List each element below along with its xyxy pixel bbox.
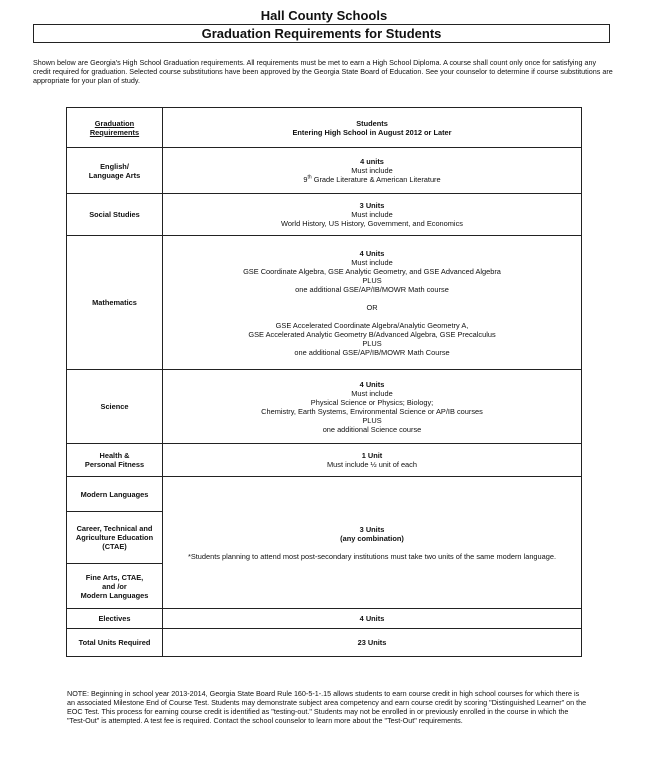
fine-arts-label-line1: Fine Arts, CTAE, [85,572,144,582]
math-plus1: PLUS [362,275,382,285]
electives-units: 4 Units [163,609,582,629]
math-units: 4 Units [359,248,385,258]
ctae-label-line2: Agriculture Education [75,533,154,542]
table-row [67,629,582,657]
electives-label: Electives [67,609,163,629]
header-right-line2: Entering High School in August 2012 or Later [292,127,452,137]
health-must: Must include ½ unit of each [327,460,417,469]
header-left-line1: Graduation [94,118,135,128]
mathematics-label: Mathematics [67,236,163,370]
math-line3: GSE Accelerated Coordinate Algebra/Analytic Geometry A, [275,320,469,330]
header-right-line1: Students [356,118,388,128]
health-label-line2: Personal Fitness [84,460,145,469]
table-row [67,236,582,370]
document-title: Graduation Requirements for Students [33,24,610,43]
science-line2: Chemistry, Earth Systems, Environmental Science or AP/IB courses [261,406,483,416]
science-line3: one additional Science course [322,424,422,434]
table-row [67,477,582,512]
header-right-cell [163,108,582,148]
english-units: 4 units [360,157,384,166]
fine-arts-label [67,564,163,609]
science-label: Science [67,370,163,444]
math-line4: GSE Accelerated Analytic Geometry B/Advanced Algebra, GSE Precalculus [248,329,496,339]
fine-arts-label-line3: Modern Languages [80,590,149,600]
intro-paragraph: Shown below are Georgia's High School Graduation requirements. All requirements must be met to earn a High School Diploma. A course shall count only once for satisfying any credit required for graduation. Selected course substitutions have been approved by the Georgia State Board of Education. See your counselor to determine if course substitutions are appropriate for your plan of study. [33,58,613,85]
table-row [67,148,582,194]
fine-arts-label-line2: and /or [102,581,127,591]
health-units: 1 Unit [361,451,383,460]
health-label [67,444,163,477]
english-label [67,148,163,194]
ctae-label-line3: (CTAE) [102,542,127,551]
english-label-line1: English/ [100,161,129,171]
social-courses: World History, US History, Government, and Economics [281,219,463,228]
table-row [67,609,582,629]
combined-electives-detail [163,477,582,609]
health-label-line1: Health & [99,451,130,460]
math-line5: one additional GSE/AP/IB/MOWR Math Course [294,347,450,357]
table-row [67,444,582,477]
header-left-cell [67,108,163,148]
total-units-value: 23 Units [163,629,582,657]
math-line1: GSE Coordinate Algebra, GSE Analytic Geometry, and GSE Advanced Algebra [243,266,501,276]
health-detail [163,444,582,477]
science-detail [163,370,582,444]
modern-languages-label: Modern Languages [67,477,163,512]
school-name: Hall County Schools [260,8,388,23]
social-must: Must include [351,210,393,219]
english-label-line2: Language Arts [88,170,141,180]
ctae-label [67,512,163,564]
science-line1: Physical Science or Physics; Biology; [310,397,434,407]
combined-units: 3 Units [359,524,385,534]
social-studies-label: Social Studies [67,194,163,236]
math-must: Must include [351,257,393,267]
modern-language-note: *Students planning to attend most post-secondary institutions must take two units of the same modern language. [187,551,557,561]
social-studies-detail [163,194,582,236]
ctae-label-line1: Career, Technical and [76,524,153,533]
math-line2: one additional GSE/AP/IB/MOWR Math course [295,284,449,294]
social-units: 3 Units [359,201,385,210]
science-plus: PLUS [362,415,382,425]
header-left-line2: Requirements [89,127,140,137]
science-units: 4 Units [359,379,385,389]
english-must: Must include [351,166,393,175]
combined-any: (any combination) [340,533,404,543]
math-plus2: PLUS [362,338,382,348]
table-header-row [67,108,582,148]
total-units-label: Total Units Required [67,629,163,657]
mathematics-detail [163,236,582,370]
requirements-table [66,107,582,657]
english-course-text: Grade Literature & American Literature [311,175,441,184]
math-or: OR [366,302,378,312]
science-must: Must include [351,388,393,398]
english-grade-number: 9 [303,175,308,184]
english-detail [163,148,582,194]
english-grade-suffix: th [307,174,312,181]
english-courses [163,175,581,184]
test-out-note: NOTE: Beginning in school year 2013-2014, Georgia State Board Rule 160-5-1-.15 allows students to earn course credit in high school courses for which there is an associated Milestone End of Course Test. Students may demonstrate subject area competency and earn course credit by scoring "Distinguished Learner" on the EOC Test. This process for earning course credit is identified as "testing-out." Students may not be enrolled in or previously enrolled in the course in which the "Test-Out" is attempted. A test fee is required. Contact the school counselor to learn more about the "Test-Out" requirements. [67,689,587,725]
table-row [67,370,582,444]
table-row [67,194,582,236]
